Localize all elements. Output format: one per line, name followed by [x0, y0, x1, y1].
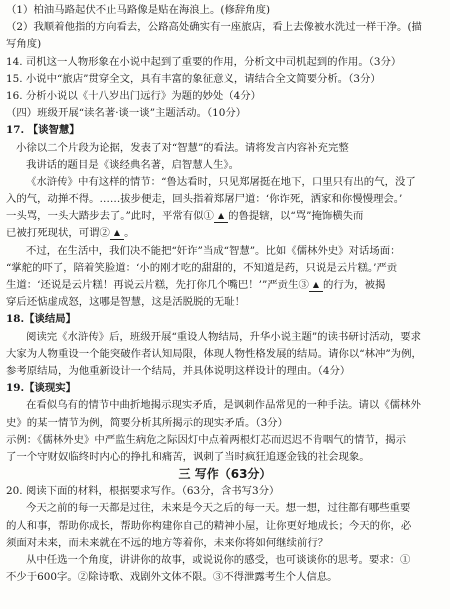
text-line: [6, 19, 444, 36]
line-text: 穿后还惦虚成怒，这哪是智慧，这是活脱脱的无耻！: [6, 296, 245, 309]
line-text: 参考原结局，为他重新设计一个结局，并具体说明这样设计的理由。（4分）: [6, 364, 351, 377]
text-line: [6, 380, 444, 397]
line-text: 写角度): [6, 38, 42, 51]
answer-blank[interactable]: [110, 227, 124, 240]
line-text: 14. 司机这一人物形象在小说中起到了重要的作用，分析文中司机起到的作用。（3分）: [6, 55, 402, 68]
text-line: [6, 518, 444, 535]
line-text: （四）班级开展“读名著·谈一谈”主题活动。（10分）: [6, 107, 247, 120]
text-line: [6, 157, 444, 174]
line-text-continued: 的行为，被揭: [323, 279, 386, 291]
text-line: [6, 535, 444, 552]
triangle-marker-icon: ▲: [113, 228, 121, 238]
text-line: [6, 432, 444, 449]
line-text: 从中任选一个角度，讲讲你的故事，或说说你的感受，也可谈谈你的思考。要求：①: [26, 554, 411, 566]
text-line: [6, 363, 444, 380]
text-line: [6, 346, 444, 363]
text-line: [6, 36, 444, 53]
line-text: 20. 阅读下面的材料，根据要求写作。（63分，含书写3分）: [6, 485, 280, 498]
text-line: [6, 415, 444, 432]
line-text: 史》的某一情节为例，简要分析其所揭示的现实矛盾。（3分）: [6, 416, 288, 429]
text-line: [6, 88, 444, 105]
text-line: [6, 2, 444, 19]
line-text: 生道：‘还说是云片糕！再说云片糕，先打你几个嘴巴！’”严贡生③: [6, 279, 309, 291]
line-text: 的人和事，帮助你成长，帮助你构建你自己的精神小屋，让你更好地成长；今天的你，必: [6, 519, 412, 532]
text-line: [6, 174, 444, 191]
section-heading: [6, 466, 444, 483]
line-text: 今天之前的每一天都是过往，未来是今天之后的每一天。想一想，过往都有哪些重要: [26, 502, 411, 515]
line-text: 三 写作（63分）: [178, 467, 272, 482]
line-text: 《水浒传》中有这样的情节：“鲁达看时，只见郑屠挺在地下，口里只有出的气，没了: [26, 175, 416, 188]
text-line: [6, 71, 444, 88]
line-text: 小徐以二个片段为论据，发表了对“智慧”的看法。请将发言内容补充完整: [16, 141, 349, 154]
line-text: （2）我顺着他指的方向看去，公路高处确实有一座旅店，看上去像被水洗过一样干净。(描: [6, 21, 422, 34]
text-line: [6, 449, 444, 466]
text-line: [6, 122, 444, 139]
line-text: 16. 分析小说以《十八岁出门远行》为题的妙处（4分）: [6, 89, 262, 102]
line-text: 19.【谈现实】: [6, 382, 77, 395]
text-line: [6, 294, 444, 311]
line-text: 不过，在生活中，我们决不能把“奸诈”当成“智慧”。比如《儒林外史》对话场面：: [26, 244, 401, 257]
line-text-continued: 。: [124, 227, 135, 240]
line-text: 须面对未来，而未来就在不远的地方等着你，未来你将如何继续前行？: [6, 536, 329, 549]
line-text: 阅读完《水浒传》后，班级开展“重设人物结局，升华小说主题”的读书研讨活动，要求: [26, 330, 422, 343]
line-text: 入的气，动掸不得。……拔步便走，回头指着郑屠尸道：‘你诈死，洒家和你慢慢理会。’: [6, 193, 403, 206]
text-line: [6, 243, 444, 260]
text-line: [6, 208, 444, 225]
line-text: 17. 【谈智慧】: [6, 124, 80, 137]
line-text: 在看似乌有的情节中曲折地揭示现实矛盾，是讽刺作品常见的一种手法。请以《儒林外: [26, 399, 421, 412]
text-line: [6, 500, 444, 517]
line-text: 我讲话的题目是《谈经典名著，启智慧人生》。: [26, 158, 240, 171]
line-text: 一头骂，一头大踏步去了。”此时，平常有似①: [6, 210, 214, 223]
line-text: 大家为人物重设一个能突破作者认知局限，体现人物性格发展的结局。请你以“林冲”为例，: [6, 347, 422, 360]
line-text: 15. 小说中“旅店”贯穿全文，具有丰富的象征意义，请结合全文简要分析。（3分）: [6, 72, 381, 85]
line-text: 18.【谈结局】: [6, 313, 77, 326]
text-line: [6, 140, 444, 157]
answer-blank[interactable]: [214, 210, 228, 223]
text-line: [6, 105, 444, 122]
text-line: [6, 552, 444, 569]
text-line: [6, 260, 444, 277]
line-text: 不少于600字。②除诗歌、戏剧外文体不限。③不得泄露考生个人信息。: [6, 571, 338, 584]
line-text: 示例：《儒林外史》中严监生病危之际因灯中点着两根灯芯而迟迟不肯咽气的情节，揭示: [6, 433, 407, 446]
line-text: （1）柏油马路起伏不止马路像是贴在海浪上。(修辞角度): [6, 4, 271, 16]
line-text: 已被打死现状，可谓②: [6, 227, 110, 240]
line-text: “掌舵的吓了，陪着笑脸道：‘小的刚才吃的甜甜的，不知道是药，只说是云片糕。’严贡: [6, 261, 398, 274]
text-line: [6, 397, 444, 414]
text-line: [6, 311, 444, 328]
text-line: [6, 191, 444, 208]
text-line: [6, 54, 444, 71]
text-line: [6, 483, 444, 500]
text-line: [6, 569, 444, 586]
text-line: [6, 277, 444, 294]
triangle-marker-icon: ▲: [217, 211, 225, 221]
line-text-continued: 的鲁提辖，以“骂”掩饰横失而: [228, 210, 364, 223]
line-text: 了一个守财奴临终时内心的挣扎和痛苦，讽刺了当时疯狂追逐金钱的社会现象。: [6, 450, 370, 463]
triangle-marker-icon: ▲: [312, 280, 320, 289]
text-line: [6, 225, 444, 242]
answer-blank[interactable]: [309, 279, 323, 292]
text-line: [6, 329, 444, 346]
